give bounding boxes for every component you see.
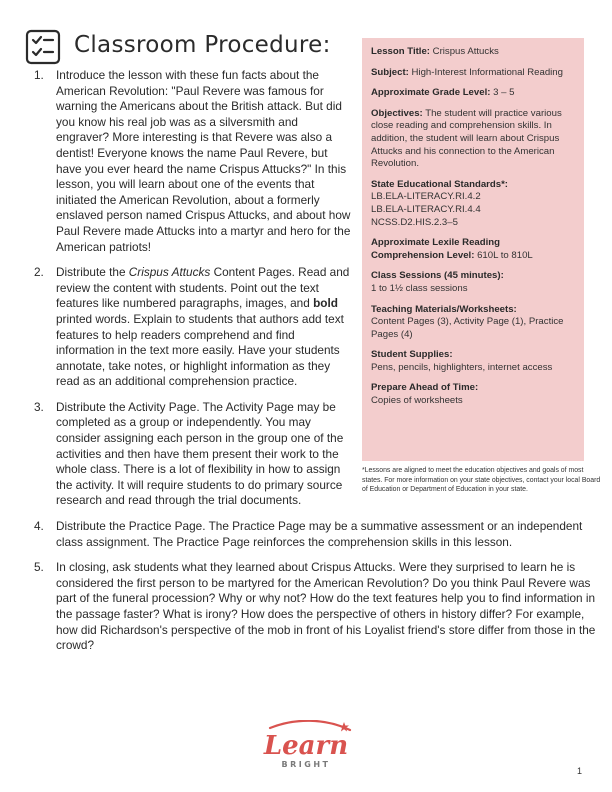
page-header — [24, 28, 354, 70]
field-value: Copies of worksheets — [371, 395, 463, 407]
field-value: Content Pages (3), Activity Page (1), Practice Pages (4) — [371, 316, 564, 340]
procedure-step-1 — [34, 68, 352, 255]
supplies-field — [371, 349, 575, 374]
lexile-field — [371, 237, 575, 262]
field-value: Pens, pencils, highlighters, internet access — [371, 361, 553, 373]
field-label: Student Supplies: — [371, 349, 453, 361]
class-sessions-field — [371, 270, 575, 295]
standard-code: LB.ELA-LITERACY.RI.4.4 — [371, 203, 481, 215]
lesson-info-sidebar — [362, 38, 584, 461]
logo-swoosh — [270, 721, 350, 730]
procedure-step-3 — [34, 400, 352, 509]
lesson-title-field — [371, 46, 575, 59]
procedure-step-5 — [34, 560, 604, 654]
standard-code: LB.ELA-LITERACY.RI.4.2 — [371, 191, 481, 203]
page-title: Classroom Procedure: — [74, 32, 331, 58]
step-number: 5. — [34, 560, 44, 575]
standards-footnote: *Lessons are aligned to meet the education objectives and goals of most states. For more information on your state objectives, contact your local Board of Education or Department of Education in your state. — [362, 467, 601, 494]
step-number: 4. — [34, 519, 44, 534]
field-label: Prepare Ahead of Time: — [371, 382, 479, 394]
step-number: 3. — [34, 399, 44, 414]
step-italic-title: Crispus Attucks — [128, 265, 211, 280]
field-value: Crispus Attucks — [432, 46, 499, 57]
logo-subword: BRIGHT — [281, 760, 331, 769]
subject-field — [371, 67, 575, 80]
step-number: 2. — [34, 265, 44, 280]
field-label: Subject: — [371, 66, 409, 78]
field-label: Class Sessions (45 minutes): — [371, 270, 504, 282]
procedure-step-2 — [34, 265, 352, 390]
checklist-icon — [24, 28, 62, 66]
prepare-field — [371, 382, 575, 407]
step-number: 1. — [34, 68, 44, 82]
materials-field — [371, 304, 575, 342]
step-text-before: Distribute the — [56, 265, 129, 280]
field-value: 1 to 1½ class sessions — [371, 282, 468, 294]
field-value: The student will practice various close reading and comprehension skills. In addition, the student will learn about Crispus Attucks and his connection to the American Revolution. — [371, 107, 562, 170]
standard-code: NCSS.D2.HIS.2.3–5 — [371, 216, 458, 228]
step-text-after: printed words. Explain to students that authors add text features to help readers comprehend and find information in the text more easily. Have your students annotate, take notes, or highlight information as they read as an additional comprehension practice. — [56, 311, 344, 389]
field-label: Lesson Title: — [371, 46, 430, 57]
field-value: High-Interest Informational Reading — [411, 66, 563, 78]
field-label: Approximate Grade Level: — [371, 87, 491, 99]
objectives-field — [371, 108, 575, 171]
grade-level-field — [371, 87, 575, 100]
step-bold-word: bold — [313, 296, 338, 311]
field-label: Teaching Materials/Worksheets: — [371, 303, 517, 315]
step-text: In closing, ask students what they learned about Crispus Attucks. Were they surprised to learn he is considered the first person to be martyred for the American Revolution? Do you think Paul Revere was part of the funeral procession? Why or why not? How do the text features help you to find information in the passage faster? What is irony? How does the perspective of others in history differ? For example, how did Richardson's perspective of the mob in front of his Loyalist friend's store differ from those in the crowd? — [56, 560, 596, 653]
standards-field — [371, 179, 575, 229]
step-text: Distribute the Practice Page. The Practice Page may be a summative assessment or an independent class assignment. The Practice Page reinforces the comprehension skills in this lesson. — [56, 519, 583, 549]
page-number: 1 — [576, 766, 582, 776]
learn-bright-logo — [240, 720, 372, 772]
step-text: Distribute the Activity Page. The Activity Page may be completed as a group or independently. You may consider assigning each person in the group one of the activities and then have them present their work to the whole class. There is a lot of flexibility in how to assign the activity. It will require students to do primary source research and read through the trial documents. — [56, 399, 344, 508]
field-label: State Educational Standards*: — [371, 178, 509, 190]
field-label: Approximate Lexile Reading Comprehension Level: — [371, 237, 501, 261]
field-value: 3 – 5 — [493, 87, 515, 99]
procedure-step-4 — [34, 519, 604, 550]
field-value: 610L to 810L — [477, 249, 533, 261]
step-text: Introduce the lesson with these fun facts about the American Revolution: "Paul Revere was famous for warning the Americans about the British attack. But did you know his real job was as a silversmith and engraver? More interesting is that Revere was also a dentist! Everyone knows the name Paul Revere, but have you ever heard the name Crispus Attucks?" In this lesson, you will learn about one of the events that initiated the American Revolution, about a formerly enslaved person named Crispus Attucks, and about how Paul Revere made Attucks into a martyr and hero for the American patriots! — [56, 68, 351, 254]
field-label: Objectives: — [371, 107, 423, 119]
logo-word: Learn — [263, 731, 349, 761]
step-text-middle: Content Pages. Read and review the content with students. Point out the text features like numbered paragraphs, images, and — [56, 265, 350, 311]
